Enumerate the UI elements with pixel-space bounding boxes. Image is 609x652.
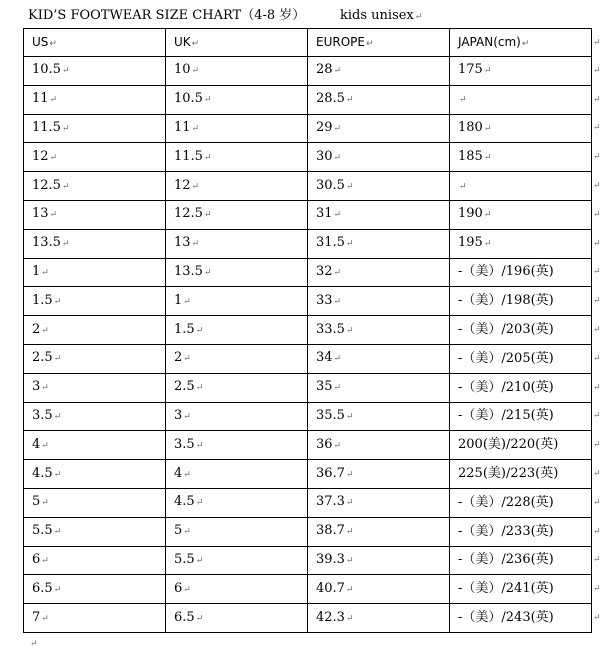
paragraph-mark-icon: ↵	[203, 95, 212, 106]
chart-subtitle-text: kids unisex	[340, 8, 414, 23]
paragraph-mark-icon: ↵	[333, 383, 342, 394]
paragraph-mark-icon: ↵	[345, 498, 354, 509]
header-label-japan: JAPAN(cm)	[458, 34, 521, 49]
size-cell-europe	[308, 258, 450, 287]
row-end-mark-icon: ↵	[593, 267, 601, 278]
size-cell-uk	[166, 546, 308, 575]
header-label-uk: UK	[174, 34, 191, 49]
size-value-europe: 40.7	[316, 580, 345, 596]
size-value-europe: 28	[316, 62, 333, 78]
table-row	[24, 488, 592, 517]
size-cell-europe	[308, 460, 450, 489]
size-value-japan: -（美）/196(英)	[458, 264, 554, 280]
size-value-us: 3.5	[32, 407, 53, 423]
chart-title: KID’S FOOTWEAR SIZE CHART（4-8 岁）	[28, 8, 306, 23]
row-end-mark-icon: ↵	[593, 238, 601, 249]
table-row	[24, 575, 592, 604]
size-value-uk: 6.5	[174, 609, 195, 625]
size-value-uk: 1	[174, 292, 183, 308]
size-value-europe: 38.7	[316, 523, 345, 539]
paragraph-mark-icon: ↵	[195, 613, 204, 624]
chart-subtitle	[340, 6, 422, 27]
paragraph-mark-icon: ↵	[41, 613, 49, 624]
size-value-europe: 36	[316, 436, 333, 452]
row-end-mark-icon: ↵	[593, 497, 601, 508]
size-cell-europe	[308, 200, 450, 229]
paragraph-mark-icon: ↵	[345, 613, 354, 624]
size-cell-us	[24, 431, 166, 460]
size-value-japan: -（美）/205(英)	[458, 350, 554, 366]
paragraph-mark-icon: ↵	[345, 469, 354, 480]
size-cell-europe	[308, 287, 450, 316]
size-cell-europe	[308, 143, 450, 172]
size-cell-japan	[450, 575, 592, 604]
size-cell-us	[24, 258, 166, 287]
size-cell-uk	[166, 85, 308, 114]
paragraph-mark-icon: ↵	[483, 152, 492, 163]
table-row	[24, 604, 592, 633]
paragraph-mark-icon: ↵	[53, 411, 62, 422]
paragraph-mark-icon: ↵	[61, 123, 70, 134]
size-cell-uk	[166, 517, 308, 546]
table-row	[24, 402, 592, 431]
table-row	[24, 258, 592, 287]
size-value-uk: 2	[174, 350, 183, 366]
size-value-europe: 35.5	[316, 407, 345, 423]
paragraph-mark-icon: ↵	[345, 555, 354, 566]
size-value-japan: 185	[458, 148, 483, 164]
paragraph-mark-icon: ↵	[53, 354, 62, 365]
header-cell-japan	[450, 29, 592, 57]
paragraph-mark-icon: ↵	[365, 38, 374, 49]
paragraph-mark-icon: ↵	[195, 440, 204, 451]
table-row	[24, 460, 592, 489]
row-end-mark-icon: ↵	[593, 382, 601, 393]
paragraph-mark-icon: ↵	[414, 12, 423, 22]
paragraph-mark-icon: ↵	[49, 95, 58, 106]
size-cell-uk	[166, 114, 308, 143]
paragraph-mark-icon: ↵	[333, 66, 342, 77]
paragraph-mark-icon: ↵	[191, 123, 200, 134]
header-cell-us	[24, 29, 166, 57]
size-value-uk: 10	[174, 62, 191, 78]
paragraph-mark-icon: ↵	[49, 38, 57, 49]
paragraph-mark-icon: ↵	[41, 325, 49, 336]
paragraph-mark-icon: ↵	[41, 555, 49, 566]
table-row	[24, 517, 592, 546]
size-value-uk: 12	[174, 177, 191, 193]
size-cell-japan	[450, 287, 592, 316]
paragraph-mark-icon: ↵	[191, 181, 200, 192]
paragraph-mark-icon: ↵	[41, 383, 49, 394]
size-cell-us	[24, 517, 166, 546]
size-cell-japan	[450, 546, 592, 575]
size-value-europe: 30	[316, 148, 333, 164]
size-value-europe: 32	[316, 263, 333, 279]
paragraph-mark-icon: ↵	[521, 38, 530, 49]
size-value-europe: 31.5	[316, 235, 345, 251]
paragraph-mark-icon: ↵	[459, 181, 467, 192]
table-row	[24, 373, 592, 402]
size-cell-uk	[166, 460, 308, 489]
paragraph-mark-icon: ↵	[49, 152, 58, 163]
size-value-japan: 175	[458, 62, 483, 78]
paragraph-mark-icon: ↵	[333, 354, 342, 365]
size-value-japan: -（美）/241(英)	[458, 581, 554, 597]
size-cell-japan	[450, 344, 592, 373]
paragraph-mark-icon: ↵	[183, 469, 191, 480]
table-row	[24, 114, 592, 143]
table-row	[24, 57, 592, 86]
row-end-mark-icon: ↵	[593, 526, 601, 537]
size-cell-us	[24, 287, 166, 316]
size-cell-us	[24, 316, 166, 345]
size-cell-europe	[308, 114, 450, 143]
table-body	[24, 57, 592, 633]
size-cell-uk	[166, 575, 308, 604]
size-value-us: 5.5	[32, 523, 53, 539]
size-cell-uk	[166, 229, 308, 258]
size-cell-japan	[450, 143, 592, 172]
paragraph-mark-icon: ↵	[195, 498, 204, 509]
size-cell-europe	[308, 229, 450, 258]
size-value-uk: 13.5	[174, 263, 203, 279]
size-value-europe: 37.3	[316, 494, 345, 510]
paragraph-mark-icon: ↵	[195, 383, 204, 394]
size-value-uk: 2.5	[174, 379, 195, 395]
paragraph-mark-icon: ↵	[41, 267, 49, 278]
header-label-us: US	[32, 34, 49, 49]
size-cell-us	[24, 200, 166, 229]
size-value-uk: 12.5	[174, 206, 203, 222]
size-cell-uk	[166, 258, 308, 287]
size-value-europe: 35	[316, 379, 333, 395]
size-value-japan: -（美）/203(英)	[458, 322, 554, 338]
size-value-uk: 11	[174, 119, 191, 135]
table-row	[24, 287, 592, 316]
chart-title-line	[28, 6, 423, 26]
size-cell-us	[24, 85, 166, 114]
size-cell-uk	[166, 344, 308, 373]
size-cell-europe	[308, 431, 450, 460]
size-value-europe: 39.3	[316, 551, 345, 567]
size-value-us: 11	[32, 91, 49, 107]
size-value-europe: 33	[316, 292, 333, 308]
paragraph-mark-icon: ↵	[483, 66, 492, 77]
size-cell-us	[24, 460, 166, 489]
size-value-us: 13	[32, 206, 49, 222]
size-value-us: 12	[32, 148, 49, 164]
size-value-europe: 29	[316, 119, 333, 135]
table-row	[24, 546, 592, 575]
size-value-us: 13.5	[32, 235, 61, 251]
size-cell-uk	[166, 287, 308, 316]
paragraph-mark-icon: ↵	[203, 210, 212, 221]
paragraph-mark-icon: ↵	[183, 584, 191, 595]
paragraph-mark-icon: ↵	[61, 66, 70, 77]
size-value-us: 6	[32, 551, 41, 567]
document-end-mark-icon: ↵	[30, 639, 38, 649]
size-cell-us	[24, 229, 166, 258]
size-cell-europe	[308, 85, 450, 114]
size-cell-uk	[166, 373, 308, 402]
paragraph-mark-icon: ↵	[345, 239, 354, 250]
size-cell-japan	[450, 402, 592, 431]
size-value-us: 3	[32, 379, 41, 395]
row-end-mark-icon: ↵	[593, 555, 601, 566]
size-cell-uk	[166, 402, 308, 431]
table-row	[24, 344, 592, 373]
size-cell-us	[24, 546, 166, 575]
table-row	[24, 172, 592, 201]
size-value-japan: 180	[458, 119, 483, 135]
row-end-mark-icon: ↵	[593, 123, 601, 134]
size-cell-us	[24, 488, 166, 517]
size-cell-us	[24, 344, 166, 373]
header-label-europe: EUROPE	[316, 34, 365, 49]
size-cell-japan	[450, 488, 592, 517]
size-value-us: 1.5	[32, 292, 53, 308]
size-value-uk: 1.5	[174, 321, 195, 337]
size-value-europe: 34	[316, 350, 333, 366]
size-value-europe: 31	[316, 206, 333, 222]
header-cell-europe	[308, 29, 450, 57]
size-value-us: 5	[32, 494, 41, 510]
size-value-japan: 200(美)/220(英)	[458, 437, 559, 453]
paragraph-mark-icon: ↵	[41, 440, 49, 451]
size-value-japan: 195	[458, 235, 483, 251]
header-cell-uk	[166, 29, 308, 57]
size-cell-japan	[450, 229, 592, 258]
paragraph-mark-icon: ↵	[345, 584, 354, 595]
row-end-mark-icon: ↵	[593, 613, 601, 624]
size-value-us: 12.5	[32, 177, 61, 193]
table-row	[24, 85, 592, 114]
paragraph-mark-icon: ↵	[333, 267, 342, 278]
size-cell-europe	[308, 57, 450, 86]
size-cell-uk	[166, 143, 308, 172]
row-end-mark-icon: ↵	[593, 584, 601, 595]
row-end-mark-icon: ↵	[593, 209, 601, 220]
size-cell-us	[24, 114, 166, 143]
size-cell-uk	[166, 57, 308, 86]
table-row	[24, 200, 592, 229]
paragraph-mark-icon: ↵	[203, 152, 212, 163]
paragraph-mark-icon: ↵	[183, 411, 191, 422]
paragraph-mark-icon: ↵	[191, 66, 200, 77]
size-value-japan: -（美）/243(英)	[458, 610, 554, 626]
size-value-uk: 5.5	[174, 551, 195, 567]
size-value-europe: 42.3	[316, 609, 345, 625]
header-row	[24, 29, 592, 57]
size-value-japan: -（美）/198(英)	[458, 293, 554, 309]
size-cell-japan	[450, 517, 592, 546]
size-cell-us	[24, 604, 166, 633]
paragraph-mark-icon: ↵	[345, 527, 354, 538]
row-end-mark-icon: ↵	[593, 181, 601, 192]
size-value-us: 10.5	[32, 62, 61, 78]
size-value-uk: 3.5	[174, 436, 195, 452]
row-end-mark-icon: ↵	[593, 37, 601, 48]
size-cell-europe	[308, 604, 450, 633]
paragraph-mark-icon: ↵	[333, 152, 342, 163]
size-cell-europe	[308, 517, 450, 546]
paragraph-mark-icon: ↵	[333, 123, 342, 134]
paragraph-mark-icon: ↵	[195, 325, 204, 336]
table-row	[24, 431, 592, 460]
size-value-uk: 6	[174, 580, 183, 596]
size-cell-uk	[166, 172, 308, 201]
paragraph-mark-icon: ↵	[53, 527, 62, 538]
paragraph-mark-icon: ↵	[53, 469, 62, 480]
size-cell-japan	[450, 316, 592, 345]
row-end-mark-icon: ↵	[593, 325, 601, 336]
paragraph-mark-icon: ↵	[61, 239, 70, 250]
size-cell-uk	[166, 604, 308, 633]
size-cell-japan	[450, 114, 592, 143]
paragraph-mark-icon: ↵	[345, 181, 354, 192]
row-end-mark-icon: ↵	[593, 353, 601, 364]
table-row	[24, 229, 592, 258]
row-end-mark-icon: ↵	[593, 440, 601, 451]
size-value-europe: 30.5	[316, 177, 345, 193]
size-value-us: 4	[32, 436, 41, 452]
paragraph-mark-icon: ↵	[183, 354, 191, 365]
size-value-us: 1	[32, 263, 41, 279]
paragraph-mark-icon: ↵	[191, 38, 200, 49]
row-end-mark-icon: ↵	[593, 296, 601, 307]
size-value-us: 11.5	[32, 119, 61, 135]
size-value-uk: 10.5	[174, 91, 203, 107]
paragraph-mark-icon: ↵	[333, 210, 342, 221]
size-cell-us	[24, 373, 166, 402]
size-cell-europe	[308, 316, 450, 345]
size-value-us: 2.5	[32, 350, 53, 366]
size-cell-japan	[450, 460, 592, 489]
size-cell-us	[24, 143, 166, 172]
size-value-europe: 28.5	[316, 91, 345, 107]
size-cell-japan	[450, 258, 592, 287]
table-header	[24, 29, 592, 57]
paragraph-mark-icon: ↵	[41, 498, 49, 509]
paragraph-mark-icon: ↵	[333, 440, 342, 451]
size-value-japan: 190	[458, 206, 483, 222]
size-value-uk: 13	[174, 235, 191, 251]
row-end-mark-icon: ↵	[593, 65, 601, 76]
size-value-japan: -（美）/228(英)	[458, 494, 554, 510]
row-end-mark-icon: ↵	[593, 94, 601, 105]
size-cell-europe	[308, 575, 450, 604]
size-cell-uk	[166, 431, 308, 460]
size-cell-japan	[450, 200, 592, 229]
paragraph-mark-icon: ↵	[333, 296, 342, 307]
paragraph-mark-icon: ↵	[483, 239, 492, 250]
size-value-us: 6.5	[32, 580, 53, 596]
row-end-mark-icon: ↵	[593, 152, 601, 163]
size-value-europe: 36.7	[316, 465, 345, 481]
paragraph-mark-icon: ↵	[345, 325, 354, 336]
size-value-uk: 11.5	[174, 148, 203, 164]
size-cell-japan	[450, 57, 592, 86]
paragraph-mark-icon: ↵	[483, 210, 492, 221]
size-cell-us	[24, 402, 166, 431]
table-row	[24, 143, 592, 172]
size-value-europe: 33.5	[316, 321, 345, 337]
size-value-japan: -（美）/215(英)	[458, 408, 554, 424]
paragraph-mark-icon: ↵	[345, 411, 354, 422]
size-cell-europe	[308, 488, 450, 517]
size-value-us: 2	[32, 321, 41, 337]
paragraph-mark-icon: ↵	[195, 555, 204, 566]
size-value-japan: -（美）/236(英)	[458, 552, 554, 568]
size-cell-us	[24, 57, 166, 86]
size-cell-europe	[308, 546, 450, 575]
row-end-mark-icon: ↵	[593, 411, 601, 422]
size-cell-europe	[308, 172, 450, 201]
size-cell-europe	[308, 402, 450, 431]
size-value-japan: -（美）/233(英)	[458, 523, 554, 539]
row-end-mark-icon: ↵	[593, 469, 601, 480]
size-cell-europe	[308, 373, 450, 402]
size-value-japan: -（美）/210(英)	[458, 379, 554, 395]
size-cell-uk	[166, 488, 308, 517]
size-cell-uk	[166, 316, 308, 345]
size-cell-japan	[450, 172, 592, 201]
size-cell-japan	[450, 373, 592, 402]
size-cell-japan	[450, 604, 592, 633]
paragraph-mark-icon: ↵	[53, 296, 62, 307]
paragraph-mark-icon: ↵	[191, 239, 200, 250]
size-value-japan: 225(美)/223(英)	[458, 466, 559, 482]
size-value-us: 4.5	[32, 465, 53, 481]
size-value-uk: 4.5	[174, 494, 195, 510]
size-cell-uk	[166, 200, 308, 229]
paragraph-mark-icon: ↵	[183, 296, 191, 307]
paragraph-mark-icon: ↵	[53, 584, 62, 595]
paragraph-mark-icon: ↵	[459, 95, 467, 106]
size-cell-japan	[450, 85, 592, 114]
size-value-uk: 3	[174, 407, 183, 423]
table-row	[24, 316, 592, 345]
paragraph-mark-icon: ↵	[483, 123, 492, 134]
size-cell-europe	[308, 344, 450, 373]
size-chart-table	[23, 28, 592, 633]
size-value-us: 7	[32, 609, 41, 625]
size-cell-japan	[450, 431, 592, 460]
paragraph-mark-icon: ↵	[345, 95, 354, 106]
size-cell-us	[24, 575, 166, 604]
size-value-uk: 5	[174, 523, 183, 539]
paragraph-mark-icon: ↵	[49, 210, 58, 221]
paragraph-mark-icon: ↵	[203, 267, 212, 278]
size-value-uk: 4	[174, 465, 183, 481]
paragraph-mark-icon: ↵	[183, 527, 191, 538]
paragraph-mark-icon: ↵	[61, 181, 70, 192]
size-cell-us	[24, 172, 166, 201]
